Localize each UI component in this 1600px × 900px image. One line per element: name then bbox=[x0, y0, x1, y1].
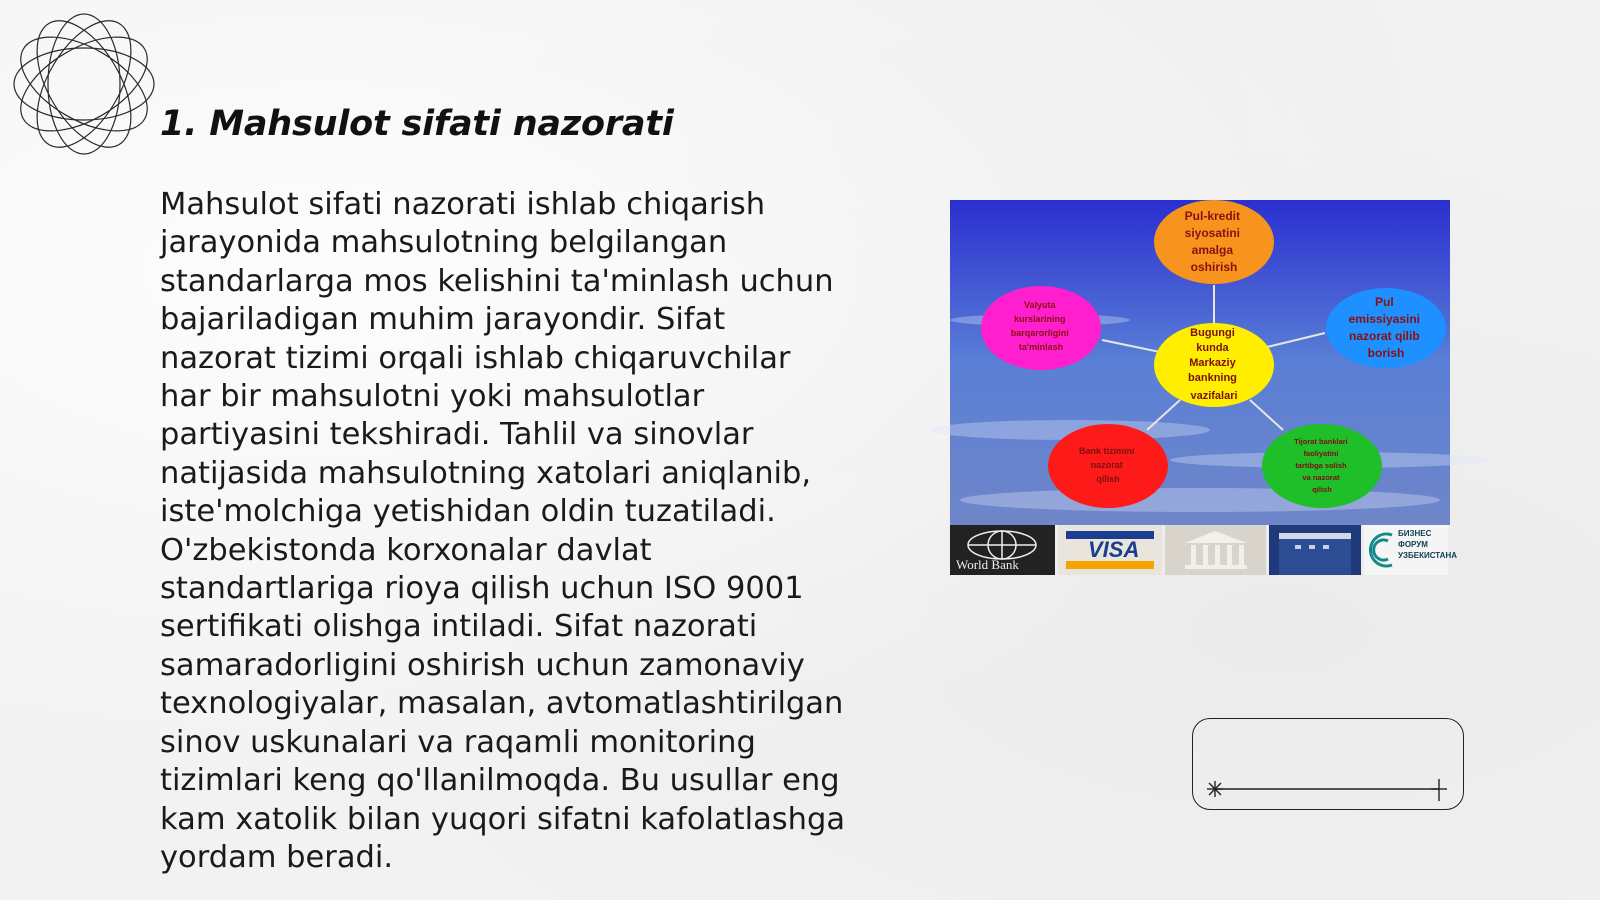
world-bank-label: World Bank bbox=[956, 557, 1019, 572]
diagram-svg bbox=[950, 200, 1450, 525]
node-bottom-left-text: Bank tizimini nazorat qilish bbox=[1078, 446, 1135, 484]
decorative-orbit-icon bbox=[10, 10, 158, 158]
business-forum-label: БИЗНЕС ФОРУМ УЗБЕКИСТАНА bbox=[1398, 529, 1457, 560]
world-bank-logo bbox=[950, 525, 1055, 575]
swirl-icon bbox=[1364, 525, 1400, 575]
office-building-icon bbox=[1269, 525, 1361, 575]
node-right-text: Pul emissiyasini nazorat qilib borish bbox=[1348, 295, 1421, 360]
slide-paragraph: Mahsulot sifati nazorati ishlab chiqarish jarayonida mahsulotning belgilangan standarlarga mos kelishini ta'minlash uchun bajariladigan muhim jarayondir. Sifat nazorat tizimi orqali ishlab chiqaruvchilar har bir mahsulotni yoki mahsulotlar partiyasini tekshiradi. Tahlil va sinovlar natijasida mahsulotning xatolari aniqlanib, iste'molchiga yetishidan oldin tuzatiladi. O'zbekistonda korxonalar davlat standartlariga rioya qilish uchun ISO 9001 sertifikati olishga intiladi. Sifat nazorati samaradorligini oshirish uchun zamonaviy texnologiyalar, masalan, avtomatlashtirilgan sinov uskunalari va raqamli monitoring tizimlari keng qo'llanilmoqda. Bu usullar eng kam xatolik bilan yuqori sifatni kafolatlashga yordam beradi. bbox=[160, 187, 846, 875]
slide-title: 1. Mahsulot sifati nazorati bbox=[160, 104, 674, 144]
node-top-text: Pul-kredit siyosatini amalga oshirish bbox=[1184, 209, 1241, 274]
bank-building-logo bbox=[1165, 525, 1266, 575]
node-bottom-right-text: Tijorat banklari faoliyatini tartibga solish va nazorat qilish bbox=[1294, 437, 1348, 494]
central-bank-diagram bbox=[950, 200, 1450, 575]
bank-building-icon bbox=[1165, 525, 1266, 575]
visa-logo bbox=[1058, 525, 1162, 575]
office-building-logo bbox=[1269, 525, 1361, 575]
visa-label: VISA bbox=[1088, 537, 1140, 562]
logo-strip bbox=[950, 525, 1457, 575]
decorative-line-frame bbox=[1192, 718, 1464, 810]
line-with-star-icon bbox=[1193, 719, 1463, 809]
node-left-text: Valyuta kurslarining barqarorligini ta'minlash bbox=[1010, 300, 1069, 352]
business-forum-logo bbox=[1364, 525, 1457, 575]
node-center-text: Bugungi kunda Markaziy bankning vazifalari bbox=[1188, 327, 1238, 402]
